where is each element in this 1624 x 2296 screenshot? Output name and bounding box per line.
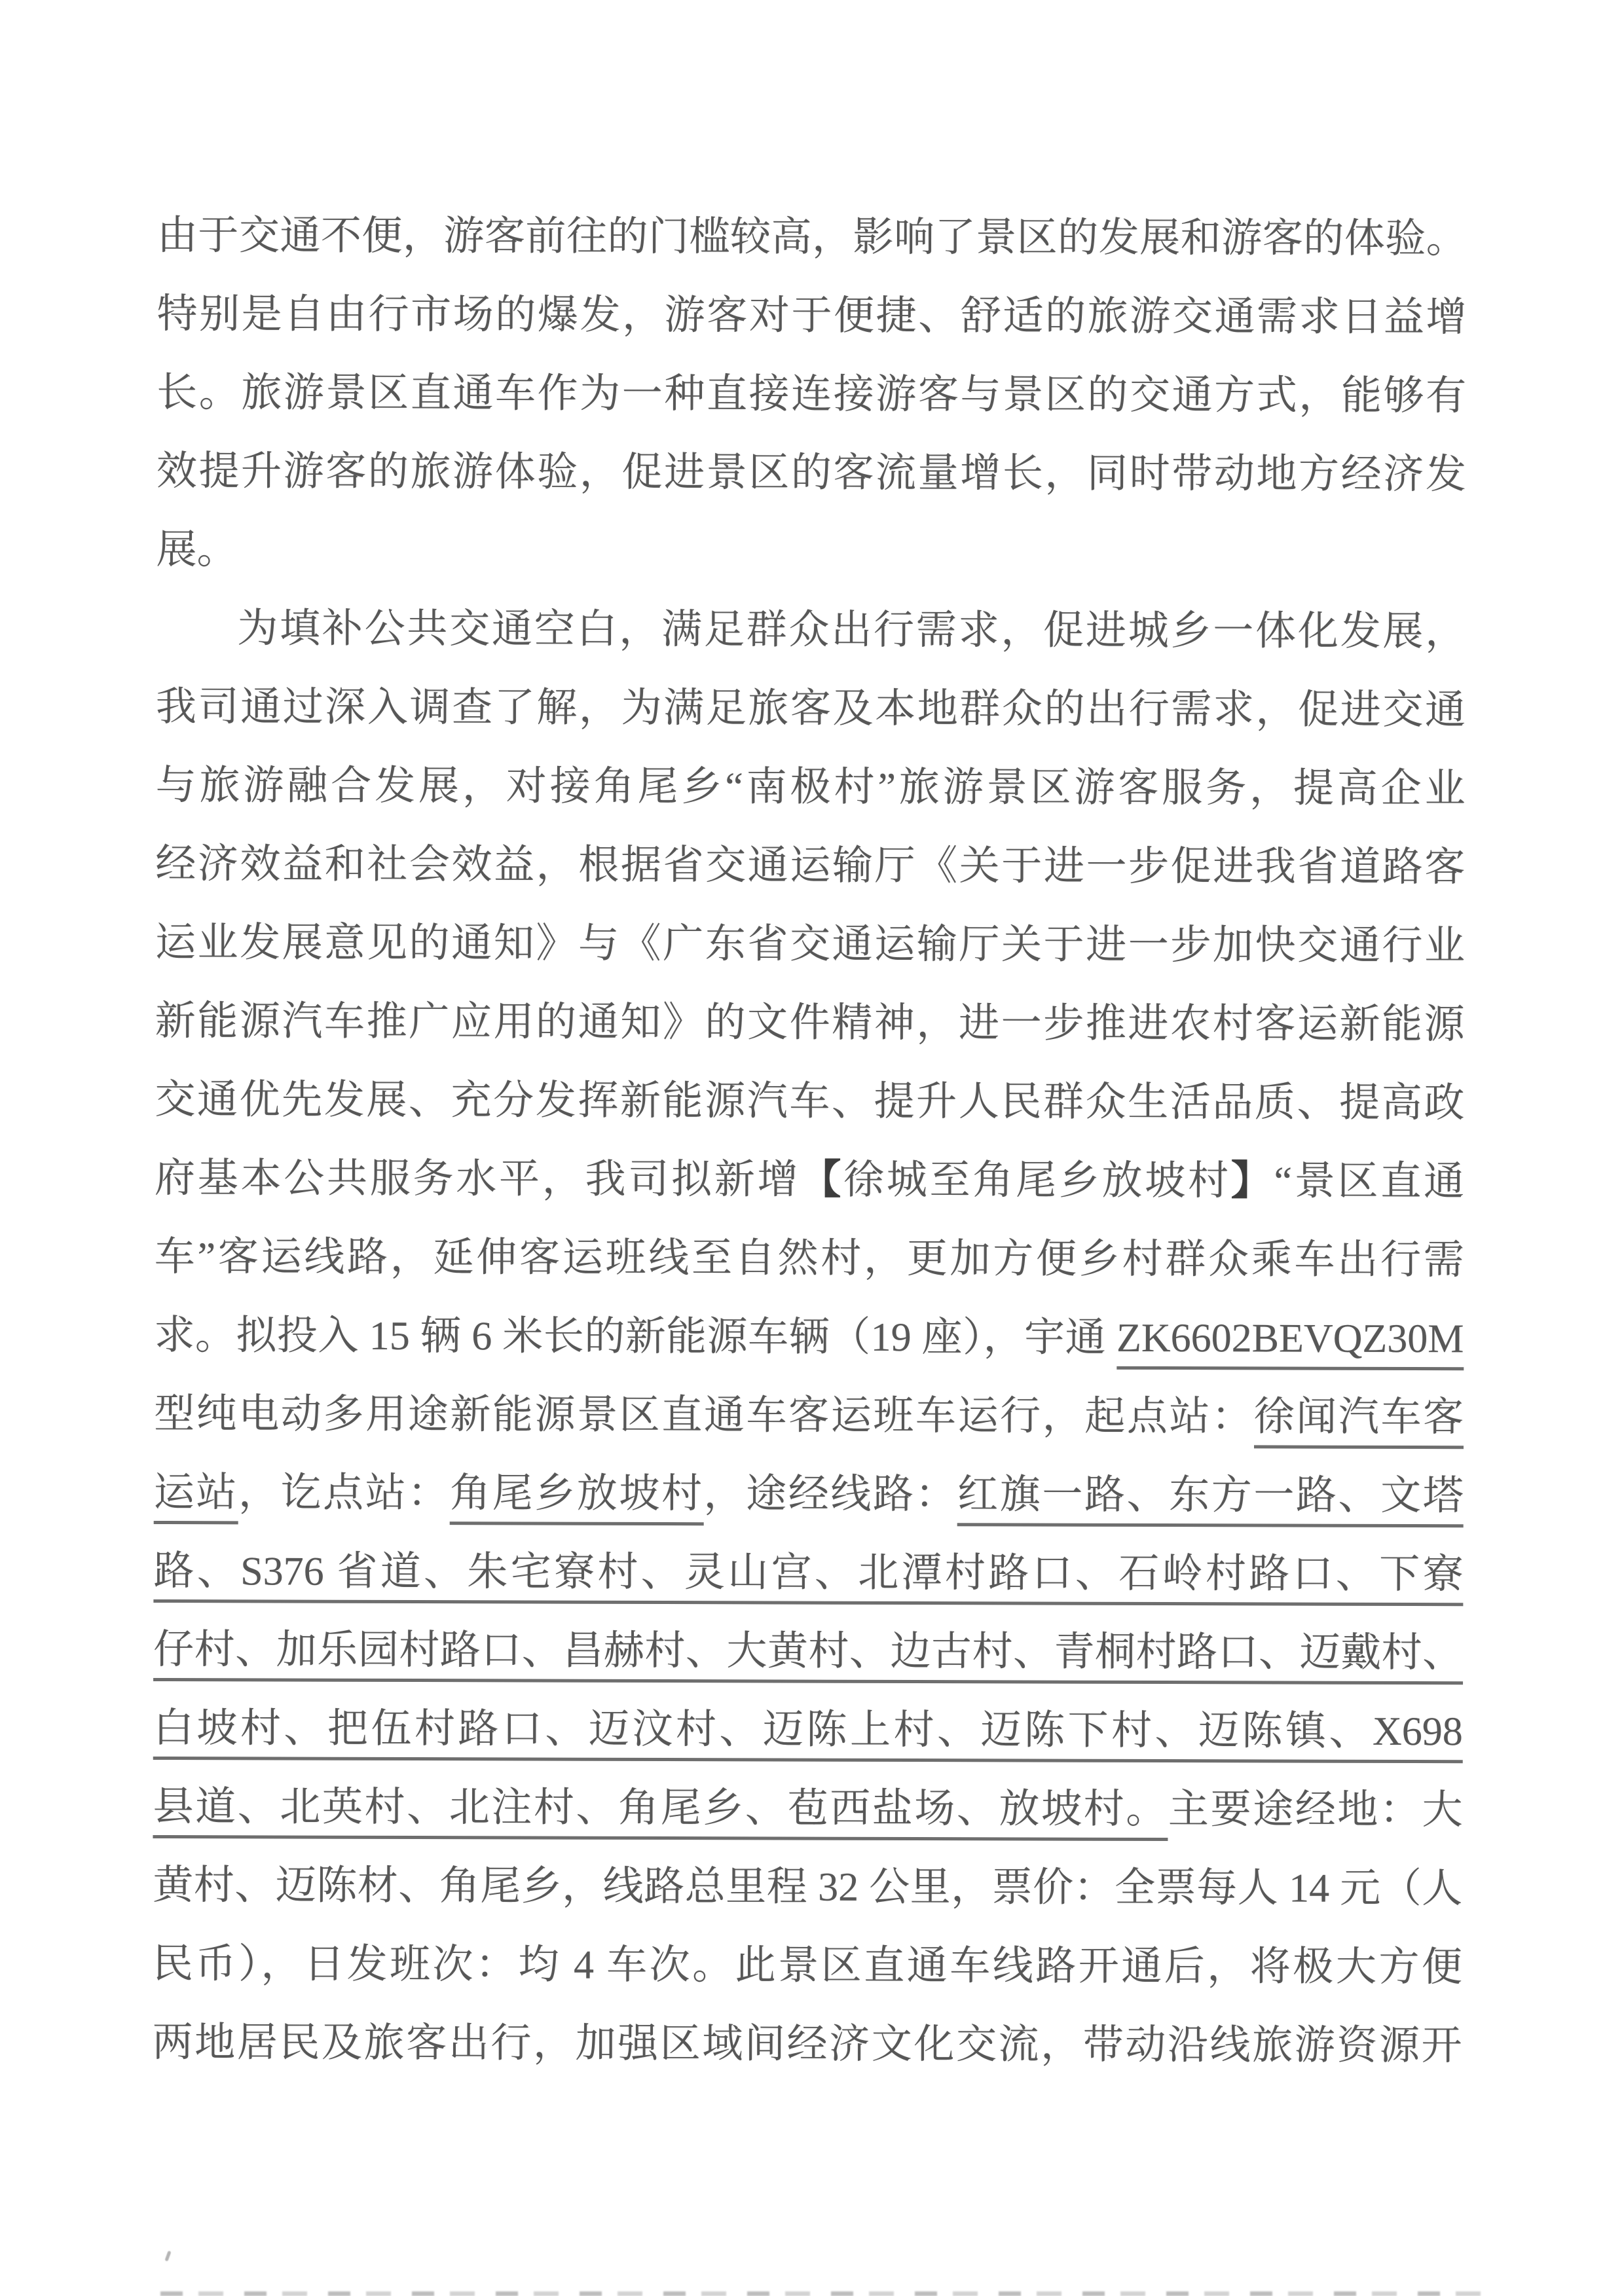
underlined-text: 仔村、加乐园村路口、昌赫村、大黄村、边古村、青桐村路口、迈戴村、 xyxy=(153,1628,1463,1685)
text-line xyxy=(153,1532,1463,1614)
text-segment: 效提升游客的旅游体验，促进景区的客流量增长，同时带动地方经济发 xyxy=(156,448,1466,498)
text-line xyxy=(157,432,1466,514)
text-line xyxy=(155,903,1465,985)
text-line xyxy=(154,1296,1464,1378)
bold-bracket: 】 xyxy=(1230,1159,1274,1204)
underlined-text: 路、S376 省道、朱宅寮村、灵山宫、北潭村路口、石岭村路口、下寮 xyxy=(153,1549,1463,1606)
text-line xyxy=(155,825,1465,907)
text-line xyxy=(156,511,1466,592)
text-line xyxy=(157,275,1466,357)
underlined-text: 徐闻汽车客 xyxy=(1254,1394,1464,1449)
text-segment: ，途经线路： xyxy=(703,1472,958,1518)
text-segment: 新能源汽车推广应用的通知》的文件精神，进一步推进农村客运新能源 xyxy=(155,998,1465,1048)
text-line xyxy=(156,668,1466,750)
text-segment: 黄村、迈陈材、角尾乡，线路总里程 32 公里，票价：全票每人 14 元（人 xyxy=(153,1863,1463,1912)
text-line xyxy=(157,196,1467,278)
text-segment: 府基本公共服务水平，我司拟新增 xyxy=(154,1156,801,1203)
text-segment: 特别是自由行市场的爆发，游客对于便捷、舒适的旅游交通需求日益增 xyxy=(157,291,1467,340)
text-line xyxy=(156,589,1466,671)
text-segment: ，讫点站： xyxy=(238,1470,451,1516)
text-segment: 交通优先发展、充分发挥新能源汽车、提升人民群众生活品质、提高政 xyxy=(155,1077,1465,1126)
text-segment: “景区直通 xyxy=(1274,1159,1465,1205)
bold-bracket: 【 xyxy=(800,1157,844,1203)
text-segment: 经济效益和社会效益，根据省交通运输厅《关于进一步促进我省道路客 xyxy=(155,841,1466,890)
text-line xyxy=(153,1768,1462,1850)
text-segment: 长。旅游景区直通车作为一种直接连接游客与景区的交通方式，能够有 xyxy=(157,370,1467,419)
text-line xyxy=(155,1139,1464,1221)
scan-artifact xyxy=(160,2291,1483,2296)
text-segment: 型纯电动多用途新能源景区直通车客运班车运行，起点站： xyxy=(154,1391,1254,1440)
text-line xyxy=(154,1453,1464,1535)
text-segment: 我司通过深入调查了解，为满足旅客及本地群众的出行需求，促进交通 xyxy=(155,684,1466,733)
underlined-text: 白坡村、把伍村路口、迈汶村、迈陈上村、迈陈下村、迈陈镇、X698 xyxy=(153,1706,1463,1763)
underlined-text: 角尾乡放坡村 xyxy=(450,1471,704,1525)
text-line xyxy=(153,1846,1462,1928)
text-line xyxy=(155,982,1465,1064)
underlined-text: 红旗一路、东方一路、文塔 xyxy=(957,1472,1464,1527)
text-segment: 运业发展意见的通知》与《广东省交通运输厅关于进一步加快交通行业 xyxy=(155,920,1466,969)
text-line xyxy=(155,746,1465,828)
text-segment: 车”客运线路，延伸客运班线至自然村，更加方便乡村群众乘车出行需 xyxy=(154,1234,1464,1283)
underlined-text: 运站 xyxy=(154,1470,238,1524)
text-segment: 主要途经地：大 xyxy=(1168,1787,1463,1833)
text-segment: 两地居民及旅客出行，加强区域间经济文化交流，带动沿线旅游资源开 xyxy=(152,2020,1462,2069)
text-line xyxy=(155,1061,1464,1142)
text-line xyxy=(153,1611,1463,1692)
underlined-text: 县道、北英村、北注村、角尾乡、苞西盐场、放坡村。 xyxy=(153,1785,1168,1841)
text-segment: 与旅游融合发展，对接角尾乡“南极村”旅游景区游客服务，提高企业 xyxy=(155,763,1466,812)
text-segment: 民币），日发班次：均 4 车次。此景区直通车线路开通后，将极大方便 xyxy=(152,1941,1463,1990)
text-line xyxy=(155,1218,1464,1300)
text-line xyxy=(153,1689,1463,1771)
text-segment: 徐城至角尾乡放坡村 xyxy=(843,1157,1231,1204)
text-line xyxy=(157,354,1466,435)
text-line xyxy=(153,1925,1462,2007)
text-segment: 为填补公共交通空白，满足群众出行需求，促进城乡一体化发展， xyxy=(237,606,1466,655)
text-segment: 求。拟投入 15 辆 6 米长的新能源车辆（19 座），宇通 xyxy=(154,1313,1117,1360)
underlined-text: ZK6602BEVQZ30M xyxy=(1116,1316,1464,1370)
scan-speck xyxy=(164,2251,171,2262)
text-line xyxy=(154,1375,1464,1457)
text-segment: 由于交通不便，游客前往的门槛较高，影响了景区的发展和游客的体验。 xyxy=(157,213,1467,262)
text-segment: 展。 xyxy=(156,527,238,573)
text-line xyxy=(152,2003,1462,2085)
body-text xyxy=(152,196,1467,2085)
